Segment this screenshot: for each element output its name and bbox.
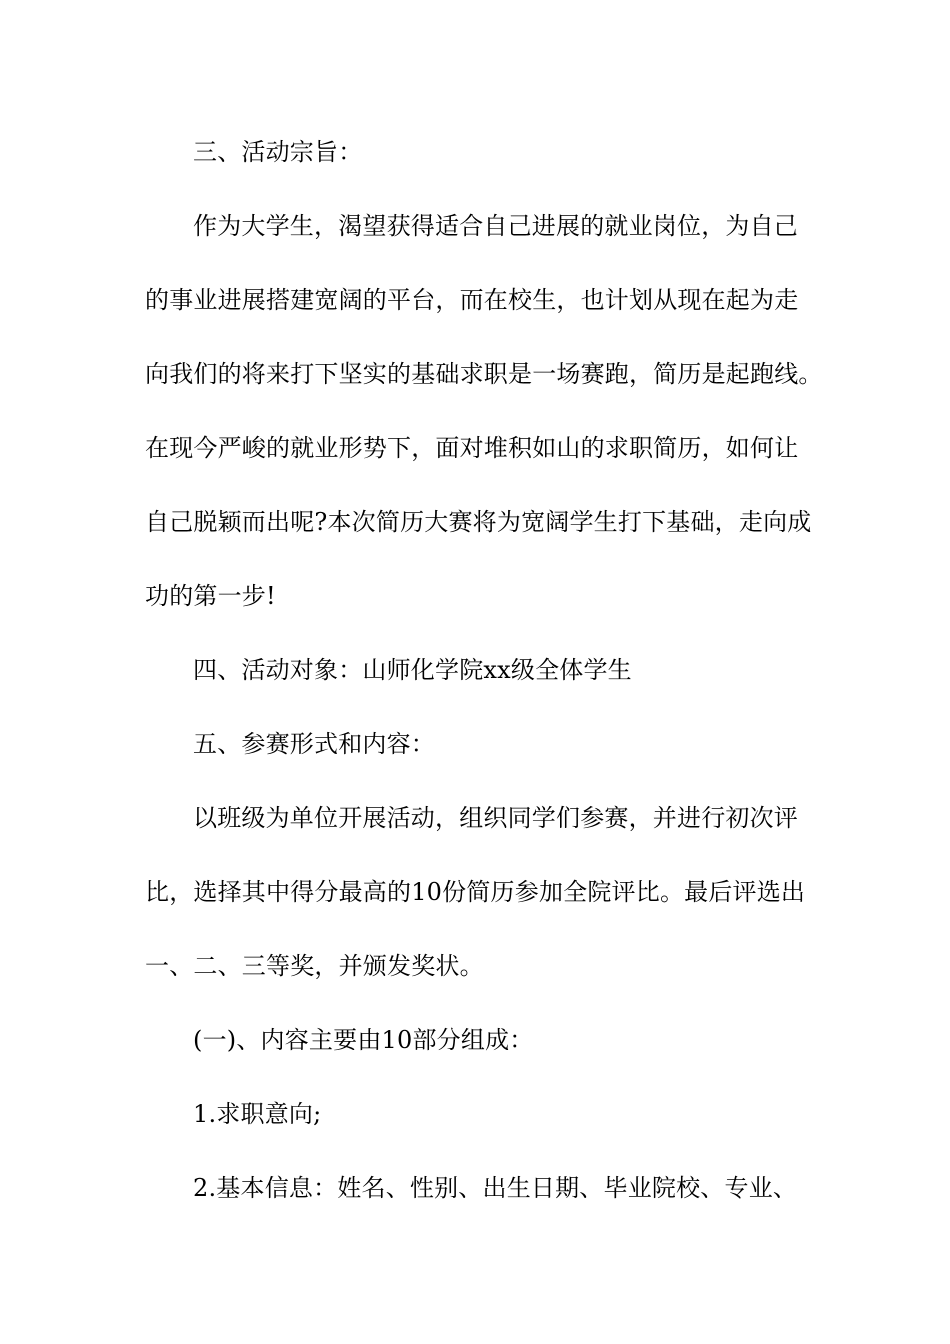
list-item: 2.基本信息：姓名、性别、出生日期、毕业院校、专业、 <box>193 1174 798 1202</box>
section-heading-format: 五、参赛形式和内容： <box>193 730 435 758</box>
list-item: 1.求职意向; <box>193 1100 322 1128</box>
paragraph-line: 自己脱颖而出呢?本次简历大赛将为宽阔学生打下基础，走向成 <box>145 508 812 536</box>
paragraph-line: 的事业进展搭建宽阔的平台，而在校生，也计划从现在起为走 <box>145 286 799 314</box>
paragraph-line: 功的第一步! <box>145 582 276 610</box>
paragraph-line: 向我们的将来打下坚实的基础求职是一场赛跑，简历是起跑线。 <box>145 360 823 388</box>
paragraph-line: 作为大学生，渴望获得适合自己进展的就业岗位，为自己 <box>193 212 798 240</box>
paragraph-line: 比，选择其中得分最高的10份简历参加全院评比。最后评选出 <box>145 878 806 906</box>
section-heading-purpose: 三、活动宗旨： <box>193 138 363 166</box>
paragraph-line: 在现今严峻的就业形势下，面对堆积如山的求职简历，如何让 <box>145 434 799 462</box>
paragraph-line: 以班级为单位开展活动，组织同学们参赛，并进行初次评 <box>193 804 798 832</box>
subsection-heading: (一)、内容主要由10部分组成： <box>193 1026 534 1054</box>
paragraph-line: 一、二、三等奖，并颁发奖状。 <box>145 952 484 980</box>
section-heading-target: 四、活动对象：山师化学院xx级全体学生 <box>193 656 632 684</box>
